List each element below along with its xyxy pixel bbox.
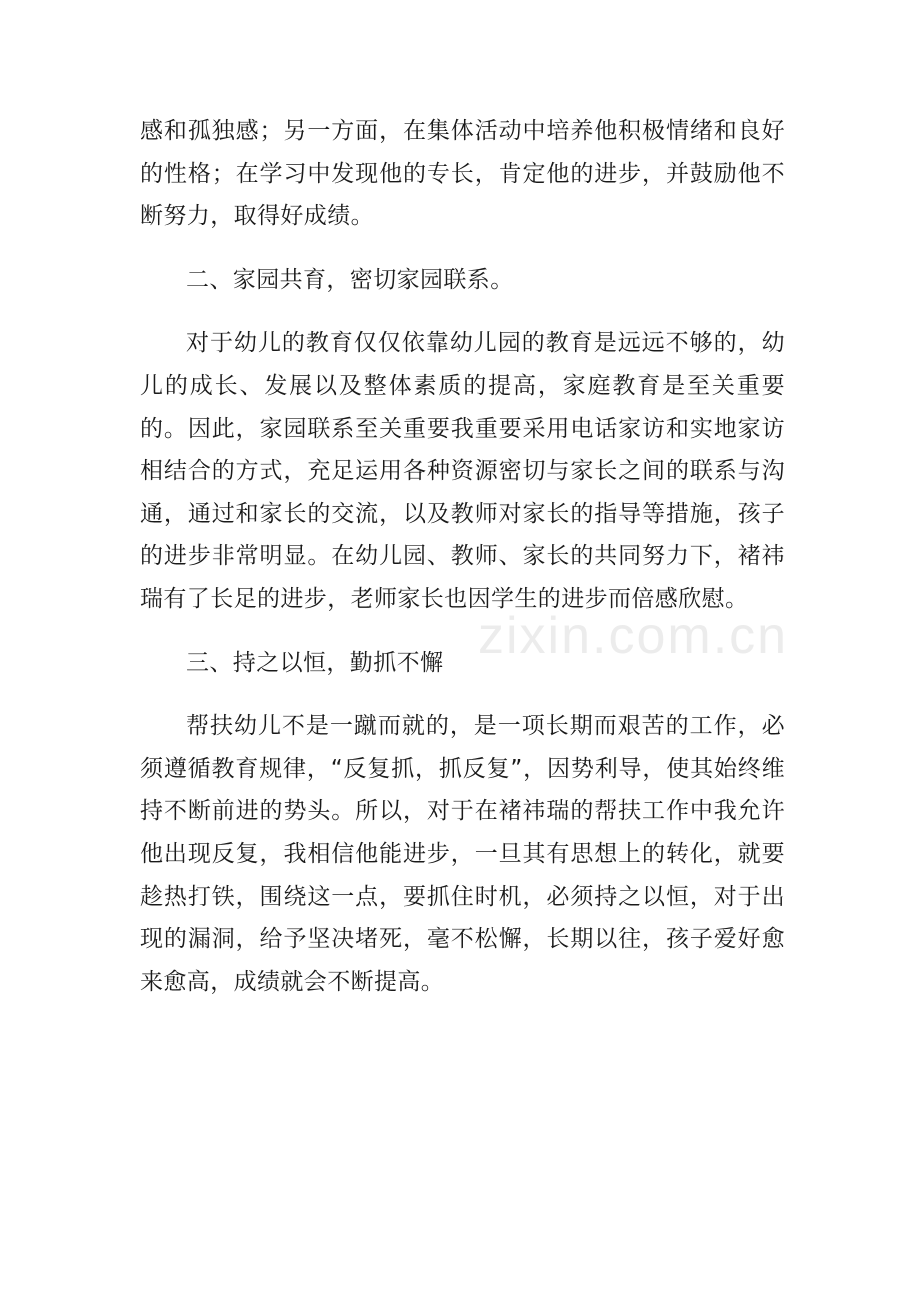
paragraph-continuation: 感和孤独感；另一方面，在集体活动中培养他积极情绪和良好的性格；在学习中发现他的专长，肯定他的进步，并鼓励他不断努力，取得好成绩。 bbox=[140, 118, 785, 230]
watermark-text: zixin.com.cn bbox=[478, 607, 789, 665]
section-heading-2: 二、家园共育，密切家园联系。 bbox=[186, 266, 514, 293]
section-heading-3: 三、持之以恒，勤抓不懈 bbox=[186, 649, 444, 676]
paragraph-persistence: 帮扶幼儿不是一蹴而就的，是一项长期而艰苦的工作，必须遵循教育规律，“反复抓，抓反复”，因势利导，使其始终维持不断前进的势头。所以，对于在褚祎瑞的帮扶工作中我允许他出现反复，我相信他能进步，一旦其有思想上的转化，就要趁热打铁，围绕这一点，要抓住时机，必须持之以恒，对于出现的漏洞，给予坚决堵死，毫不松懈，长期以往，孩子爱好愈来愈高，成绩就会不断提高。 bbox=[140, 713, 785, 995]
paragraph-home-school: 对于幼儿的教育仅仅依靠幼儿园的教育是远远不够的，幼儿的成长、发展以及整体素质的提高，家庭教育是至关重要的。因此，家园联系至关重要我重要采用电话家访和实地家访相结合的方式，充足运用各种资源密切与家长之间的联系与沟通，通过和家长的交流，以及教师对家长的指导等措施，孩子的进步非常明显。在幼儿园、教师、家长的共同努力下，褚祎瑞有了长足的进步，老师家长也因学生的进步而倍感欣慰。 bbox=[140, 330, 785, 612]
document-body bbox=[140, 110, 785, 1003]
